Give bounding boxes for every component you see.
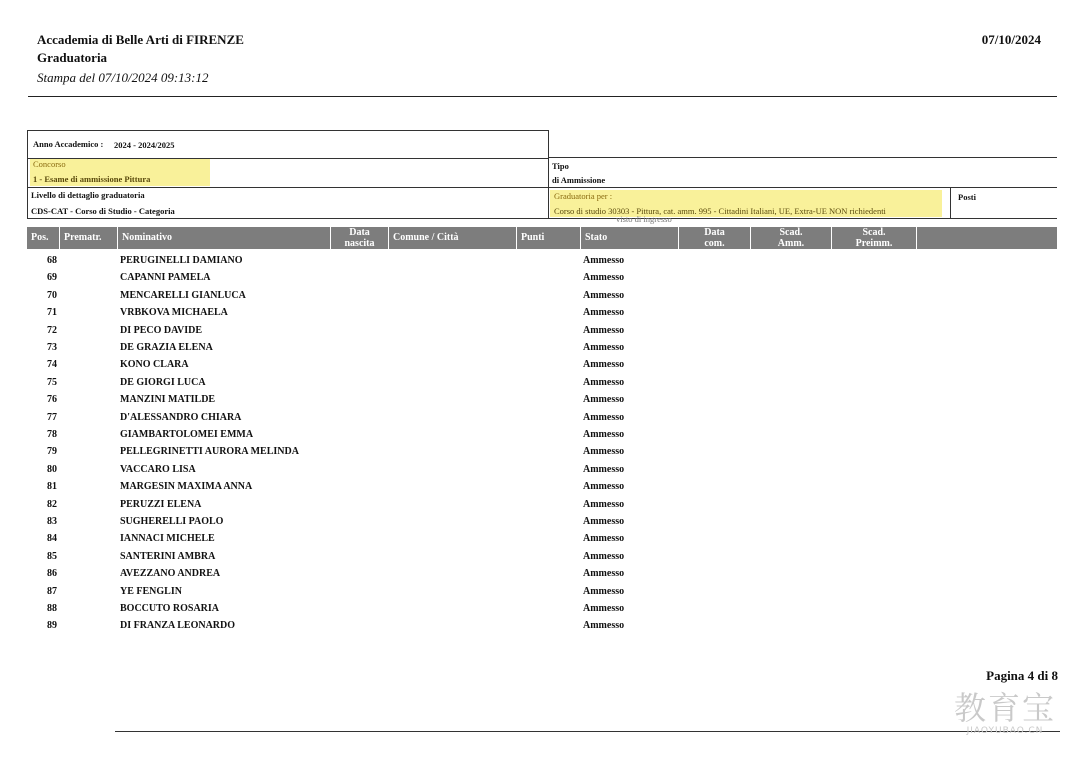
row-stato: Ammesso <box>583 533 625 545</box>
row-stato: Ammesso <box>583 620 625 632</box>
col-scad-amm <box>750 227 831 249</box>
row-stato: Ammesso <box>583 516 625 527</box>
col-data-nascita-line2: nascita <box>344 238 375 249</box>
col-scad-preimm-line2: Preimm. <box>855 238 893 249</box>
row-stato: Ammesso <box>583 324 625 336</box>
row-pos: 89 <box>47 620 57 632</box>
col-nominativo: Nominativo <box>117 227 330 249</box>
posti-divider <box>950 188 951 218</box>
row-nominativo: MARGESIN MAXIMA ANNA <box>120 481 253 493</box>
livello-value: CDS-CAT - Corso di Studio - Categoria <box>31 206 175 216</box>
row-pos: 87 <box>47 585 57 597</box>
col-pos: Pos. <box>31 232 49 243</box>
row-stato: Ammesso <box>583 429 625 440</box>
row-nominativo: DE GRAZIA ELENA <box>120 342 213 353</box>
row-pos: 78 <box>47 429 57 440</box>
row-nominativo: MANZINI MATILDE <box>120 394 216 406</box>
row-pos: 69 <box>47 272 57 284</box>
col-punti: Punti <box>516 227 580 249</box>
table-row <box>27 568 727 585</box>
col-comune: Comune / Città <box>388 227 516 249</box>
row-stato: Ammesso <box>583 376 625 388</box>
anno-value: 2024 - 2024/2025 <box>114 140 175 150</box>
row-nominativo: SANTERINI AMBRA <box>120 550 216 562</box>
col-data-com-line1: Data <box>704 227 725 238</box>
header-rule <box>28 96 1057 97</box>
table-row <box>27 586 727 603</box>
concorso-box <box>27 157 549 187</box>
row-pos: 74 <box>47 359 57 371</box>
row-pos: 80 <box>47 463 57 475</box>
col-prematr: Prematr. <box>59 227 117 249</box>
row-nominativo: CAPANNI PAMELA <box>120 272 211 284</box>
watermark-url: JIAOYUBAO.CN <box>966 726 1044 736</box>
row-stato: Ammesso <box>583 359 625 371</box>
table-row <box>27 359 727 376</box>
row-stato: Ammesso <box>583 307 625 319</box>
table-row <box>27 325 727 342</box>
row-pos: 75 <box>47 376 57 388</box>
row-nominativo: PELLEGRINETTI AURORA MELINDA <box>120 446 299 458</box>
institution-name: Accademia di Belle Arti di FIRENZE <box>37 32 244 47</box>
col-data-nascita <box>330 227 388 249</box>
row-nominativo: BOCCUTO ROSARIA <box>120 603 219 614</box>
row-pos: 82 <box>47 498 57 510</box>
table-row <box>27 446 727 463</box>
table-row <box>27 342 727 359</box>
row-pos: 76 <box>47 394 57 406</box>
row-pos: 81 <box>47 481 57 493</box>
col-scad-amm-line2: Amm. <box>777 238 805 249</box>
col-scad-preimm-line1: Scad. <box>862 227 886 238</box>
col-stato: Stato <box>580 227 678 249</box>
row-nominativo: DI FRANZA LEONARDO <box>120 620 236 632</box>
row-stato: Ammesso <box>583 446 625 458</box>
row-nominativo: DI PECO DAVIDE <box>120 324 203 336</box>
row-nominativo: DE GIORGI LUCA <box>120 376 206 388</box>
row-nominativo: IANNACI MICHELE <box>120 533 215 545</box>
col-scad-preimm <box>831 227 916 249</box>
graduatoria-subtext: visto di ingresso <box>616 214 672 224</box>
row-stato: Ammesso <box>583 289 625 301</box>
row-stato: Ammesso <box>583 255 625 266</box>
row-pos: 85 <box>47 550 57 562</box>
row-nominativo: VACCARO LISA <box>120 463 196 475</box>
row-pos: 72 <box>47 324 57 336</box>
tipo-value: di Ammissione <box>552 175 606 185</box>
table-row <box>27 429 727 446</box>
table-row <box>27 464 727 481</box>
row-nominativo: MENCARELLI GIANLUCA <box>120 289 246 301</box>
table-row <box>27 551 727 568</box>
row-stato: Ammesso <box>583 568 625 580</box>
table-row <box>27 255 727 272</box>
table-row <box>27 394 727 411</box>
row-pos: 86 <box>47 568 57 580</box>
row-stato: Ammesso <box>583 463 625 475</box>
tipo-label: Tipo <box>552 161 569 171</box>
row-pos: 68 <box>47 255 57 266</box>
row-nominativo: AVEZZANO ANDREA <box>120 568 221 580</box>
row-pos: 71 <box>47 307 57 319</box>
col-data-nascita-line1: Data <box>349 227 370 238</box>
graduatoria-value: Corso di studio 30303 - Pittura, cat. amm. 995 - Cittadini Italiani, UE, Extra-UE NON richiedenti <box>554 206 886 216</box>
row-pos: 73 <box>47 342 57 353</box>
page-number: Pagina 4 di 8 <box>986 668 1058 683</box>
watermark-logo <box>954 690 1056 736</box>
table-row <box>27 377 727 394</box>
row-pos: 84 <box>47 533 57 545</box>
row-stato: Ammesso <box>583 481 625 493</box>
tipo-box <box>548 157 1057 188</box>
livello-box <box>27 187 549 219</box>
row-stato: Ammesso <box>583 550 625 562</box>
table-row <box>27 516 727 533</box>
table-row <box>27 412 727 429</box>
livello-label: Livello di dettaglio graduatoria <box>31 190 145 200</box>
row-nominativo: KONO CLARA <box>120 359 189 371</box>
col-scad-amm-line1: Scad. <box>779 227 803 238</box>
row-nominativo: SUGHERELLI PAOLO <box>120 516 224 527</box>
table-row <box>27 481 727 498</box>
col-empty <box>916 227 1057 249</box>
row-nominativo: D'ALESSANDRO CHIARA <box>120 411 242 423</box>
row-pos: 83 <box>47 516 57 527</box>
row-nominativo: GIAMBARTOLOMEI EMMA <box>120 429 254 440</box>
watermark-text: 教育宝 <box>953 689 1056 727</box>
row-nominativo: VRBKOVA MICHAELA <box>120 307 228 319</box>
table-row <box>27 290 727 307</box>
row-stato: Ammesso <box>583 585 625 597</box>
row-stato: Ammesso <box>583 342 625 353</box>
table-row <box>27 603 727 620</box>
row-stato: Ammesso <box>583 603 625 614</box>
col-data-com <box>678 227 750 249</box>
table-row <box>27 533 727 550</box>
row-pos: 77 <box>47 411 57 423</box>
anno-label: Anno Accademico : <box>33 139 104 149</box>
concorso-value: 1 - Esame di ammissione Pittura <box>33 174 151 184</box>
table-header <box>27 227 1057 249</box>
row-stato: Ammesso <box>583 498 625 510</box>
row-nominativo: PERUZZI ELENA <box>120 498 202 510</box>
footer-rule <box>115 731 1060 732</box>
header-date: 07/10/2024 <box>981 32 1041 47</box>
graduatoria-label: Graduatoria per : <box>554 191 613 201</box>
posti-label: Posti <box>958 192 976 202</box>
col-data-com-line2: com. <box>704 238 725 249</box>
table-row <box>27 499 727 516</box>
table-row <box>27 272 727 289</box>
row-pos: 79 <box>47 446 57 458</box>
row-nominativo: YE FENGLIN <box>120 585 182 597</box>
table-row <box>27 620 727 637</box>
row-stato: Ammesso <box>583 411 625 423</box>
concorso-label: Concorso <box>33 159 66 169</box>
print-timestamp: Stampa del 07/10/2024 09:13:12 <box>37 70 209 85</box>
anno-box <box>27 130 549 159</box>
document-title: Graduatoria <box>37 50 108 65</box>
row-stato: Ammesso <box>583 394 625 406</box>
row-pos: 88 <box>47 603 57 614</box>
row-stato: Ammesso <box>583 272 625 284</box>
row-nominativo: PERUGINELLI DAMIANO <box>120 255 243 266</box>
table-row <box>27 307 727 324</box>
row-pos: 70 <box>47 289 57 301</box>
